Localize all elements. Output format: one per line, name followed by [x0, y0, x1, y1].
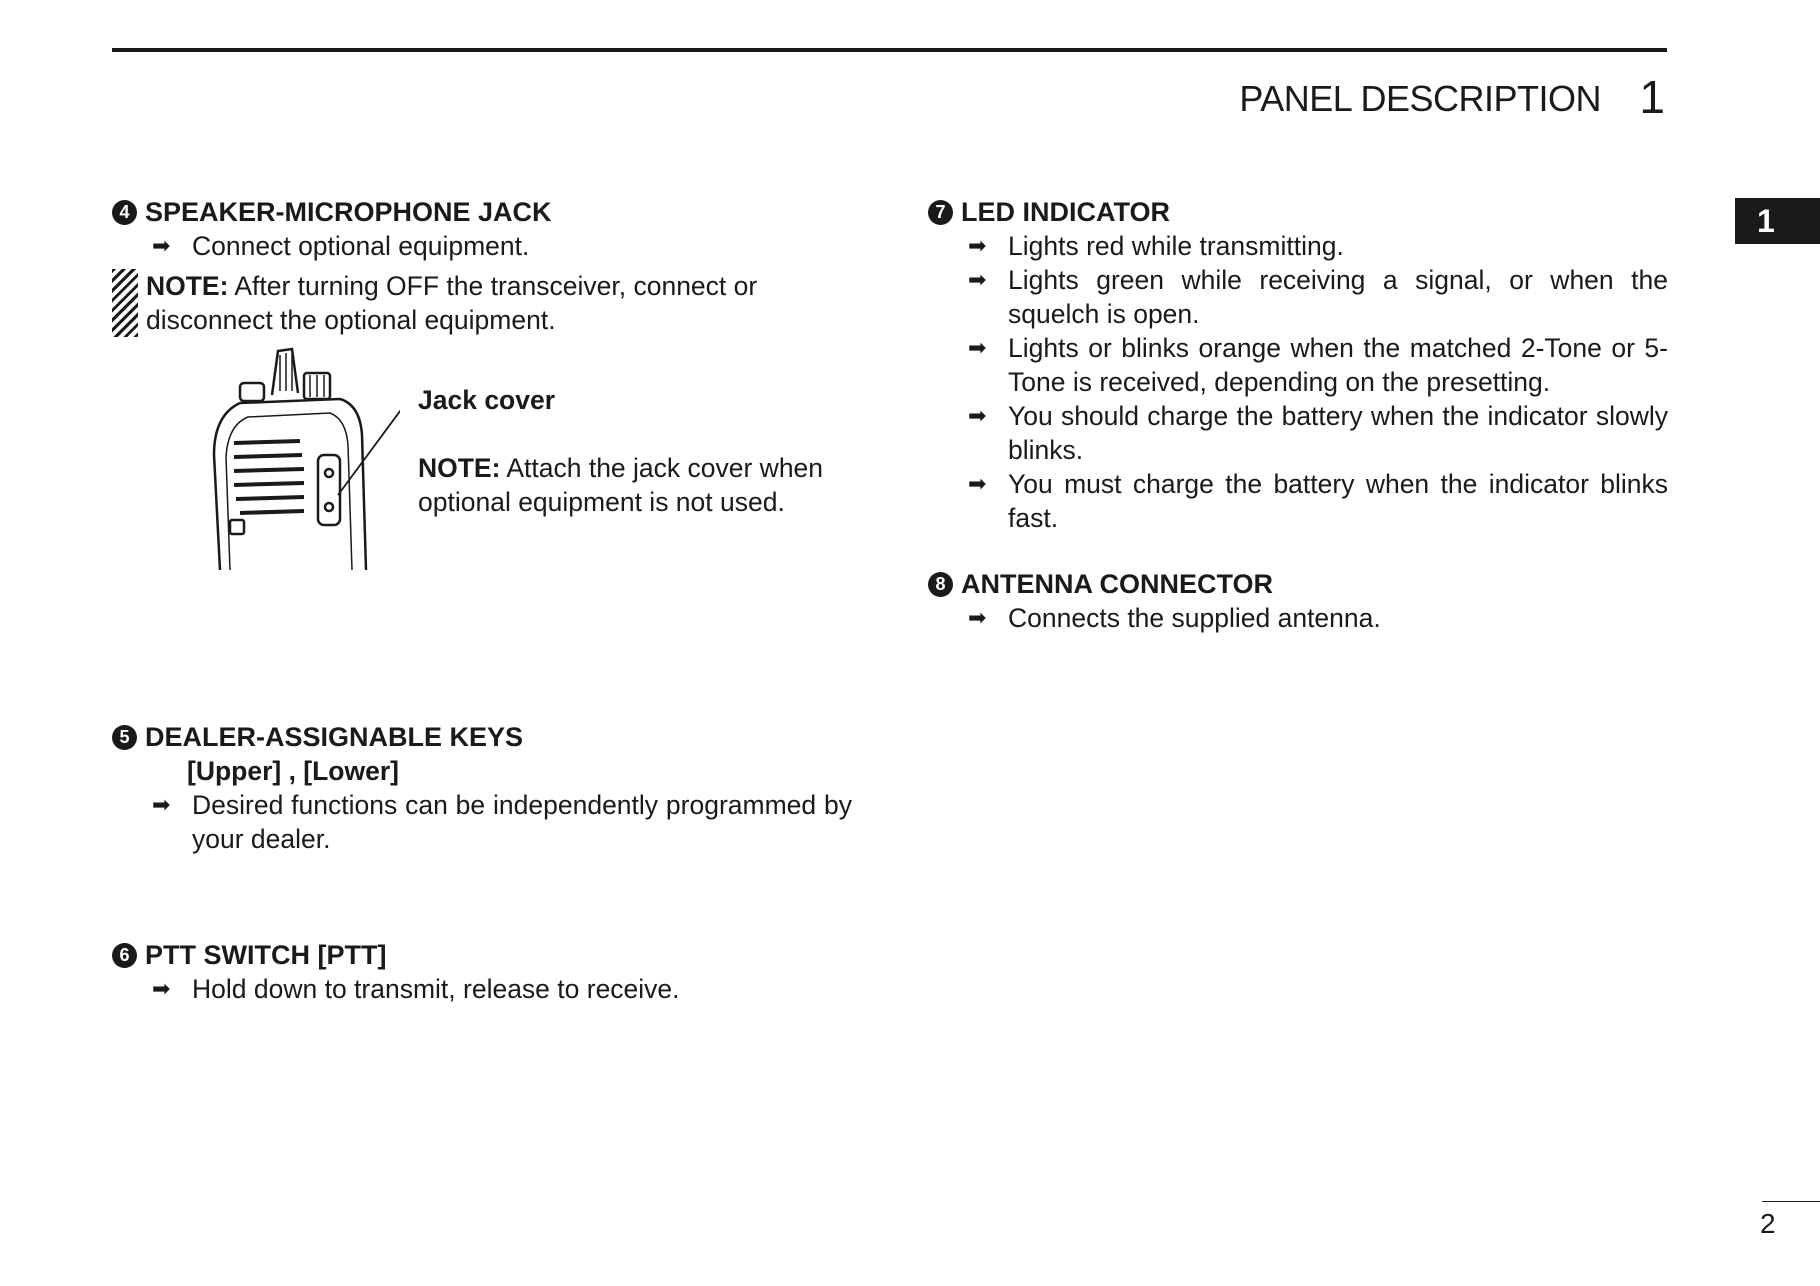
arrow-right-icon: ➡ — [152, 976, 171, 1001]
section-number-icon: 5 — [112, 725, 137, 750]
transceiver-illustration — [200, 345, 400, 570]
list-item: ➡ Desired functions can be independently programmed by your dealer. — [152, 790, 852, 854]
section-speaker-mic-jack — [112, 195, 852, 670]
key-names: [Upper] , [Lower] — [187, 756, 399, 786]
arrow-right-icon: ➡ — [968, 233, 987, 258]
arrow-right-icon: ➡ — [968, 605, 987, 630]
section-number-icon: 6 — [112, 943, 137, 968]
list-item: ➡ You must charge the battery when the indicator blinks fast. — [968, 469, 1668, 533]
transceiver-figure — [112, 345, 852, 670]
list-item: ➡ Hold down to transmit, release to receive. — [152, 974, 680, 1004]
arrow-right-icon: ➡ — [968, 335, 987, 360]
section-title: DEALER-ASSIGNABLE KEYS — [145, 722, 524, 752]
section-number-icon: 4 — [112, 200, 137, 225]
arrow-right-icon: ➡ — [968, 403, 987, 428]
arrow-right-icon: ➡ — [968, 267, 987, 292]
chapter-tab[interactable]: 1 — [1735, 198, 1820, 244]
right-column — [928, 195, 1668, 635]
section-title: PTT SWITCH [PTT] — [145, 940, 387, 970]
note-text: After turning OFF the transceiver, connect or disconnect the optional equipment. — [146, 271, 758, 335]
note-label: NOTE: — [146, 271, 229, 301]
list-item: ➡ You should charge the battery when the indicator slowly blinks. — [968, 401, 1668, 465]
list-item: ➡ Lights green while receiving a signal, or when the squelch is open. — [968, 265, 1668, 329]
section-title: ANTENNA CONNECTOR — [961, 569, 1274, 599]
list-item: ➡ Lights or blinks orange when the matched 2-Tone or 5-Tone is received, depending on the presetting. — [968, 333, 1668, 397]
section-title: LED INDICATOR — [961, 197, 1170, 227]
list-item: ➡ Lights red while transmitting. — [968, 231, 1344, 261]
jack-cover-label: Jack cover — [418, 385, 556, 415]
list-item: ➡ Connect optional equipment. — [152, 231, 530, 261]
list-item: ➡ Connects the supplied antenna. — [968, 603, 1381, 633]
section-antenna-connector — [928, 567, 1668, 635]
page-title: PANEL DESCRIPTION — [1239, 78, 1601, 119]
section-ptt-switch — [112, 938, 852, 1006]
note — [112, 269, 852, 337]
jack-cover-note: NOTE: Attach the jack cover when optional equipment is not used. — [418, 453, 824, 517]
section-led-indicator — [928, 195, 1668, 535]
chapter-number: 1 — [1639, 71, 1665, 123]
page-number: 2 — [1760, 1208, 1776, 1239]
footer-rule — [1762, 1201, 1820, 1202]
section-number-icon: 8 — [928, 572, 953, 597]
left-column — [112, 195, 852, 1006]
top-rule — [112, 48, 1667, 52]
arrow-right-icon: ➡ — [152, 233, 171, 258]
section-dealer-keys — [112, 720, 852, 856]
arrow-right-icon: ➡ — [968, 471, 987, 496]
section-title: SPEAKER-MICROPHONE JACK — [145, 197, 552, 227]
section-number-icon: 7 — [928, 200, 953, 225]
arrow-right-icon: ➡ — [152, 792, 171, 817]
hatch-note-icon — [112, 269, 138, 337]
